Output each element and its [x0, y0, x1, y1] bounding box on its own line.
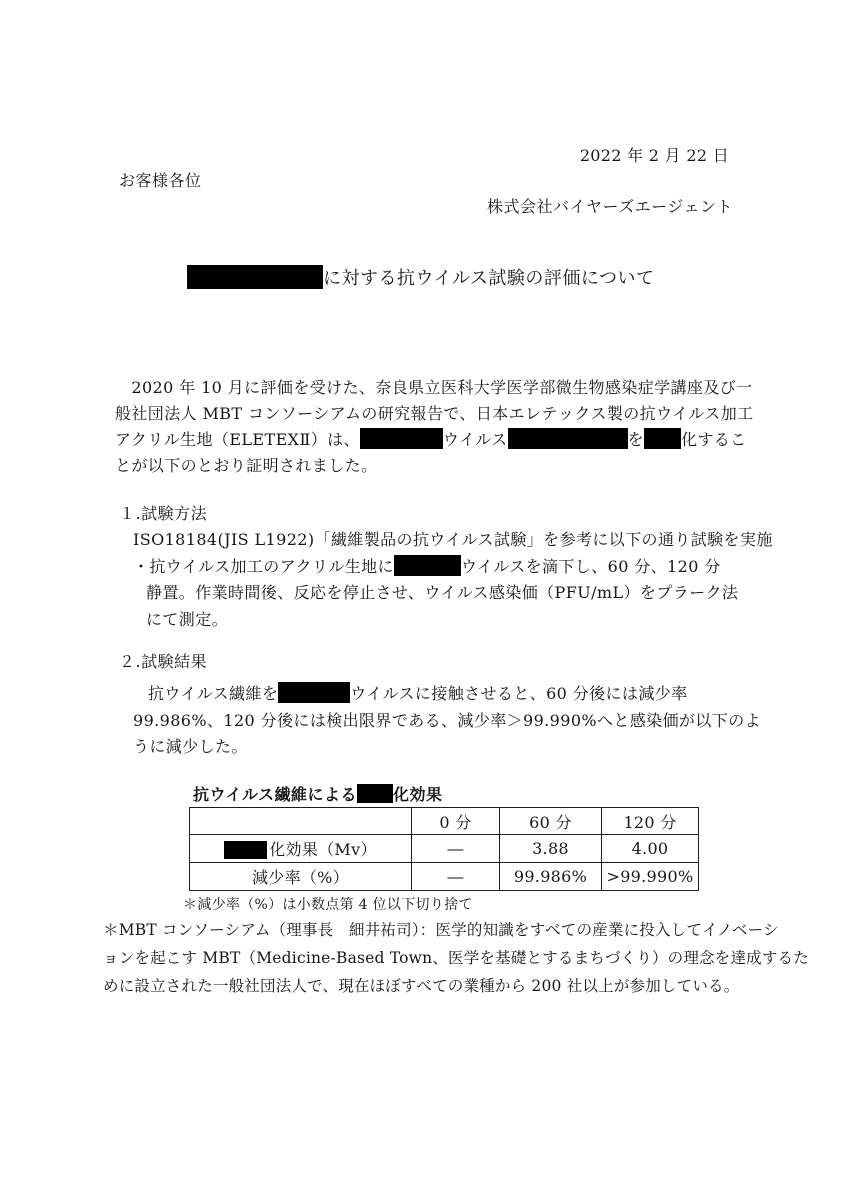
redaction-box — [187, 265, 323, 289]
intro-text: ウイルス — [442, 430, 508, 449]
table-row — [190, 863, 699, 891]
table-cell: 99.986% — [500, 863, 602, 891]
table-cell: 3.88 — [500, 835, 602, 863]
redaction-box — [394, 555, 461, 576]
document-title — [187, 264, 655, 290]
section1-text: ・抗ウイルス加工のアクリル生地に — [133, 556, 394, 576]
company-name: 株式会社バイヤーズエージェント — [487, 197, 734, 216]
table-row-label: 減少率（%） — [190, 863, 412, 891]
table-cell: >99.990% — [602, 863, 699, 891]
section2-text: ウイルスに接触させると、60 分後には減少率 — [350, 684, 688, 703]
intro-line — [115, 427, 754, 453]
section1-text: ウイルスを滴下し、60 分、120 分 — [460, 556, 721, 576]
table-row-label — [190, 835, 412, 863]
table-row — [190, 835, 699, 863]
section1-line — [133, 554, 773, 581]
redaction-box — [278, 682, 350, 703]
table-header-cell: 120 分 — [602, 808, 699, 835]
intro-text: アクリル生地（ELETEXⅡ）は、 — [115, 430, 360, 449]
table-cell: ― — [412, 835, 500, 863]
intro-text: を — [627, 430, 644, 449]
section1-line: 静置。作業時間後、反応を停止させ、ウイルス感染価（PFU/mL）をプラーク法 — [146, 583, 739, 602]
section1-heading: １.試験方法 — [119, 504, 208, 523]
mbt-footnote — [103, 916, 809, 1000]
addressee: お客様各位 — [119, 171, 202, 190]
table-header-cell — [190, 808, 412, 835]
section2-text: 抗ウイルス繊維を — [148, 684, 279, 703]
intro-line: とが以下のとおり証明されました。 — [115, 456, 378, 475]
table-header-row — [190, 808, 699, 835]
mbt-footnote-line: ＊MBT コンソーシアム（理事長 細井祐司）：医学的知識をすべての産業に投入してイノベーシ — [103, 921, 779, 939]
section1-line: ISO18184(JIS L1922)「繊維製品の抗ウイルス試験」を参考に以下の通り試験を実施 — [133, 530, 773, 549]
section1-body — [133, 527, 773, 633]
table-cell: ― — [412, 863, 500, 891]
table-footnote: ＊減少率（%）は小数点第 4 位以下切り捨て — [183, 897, 473, 913]
redaction-box — [357, 784, 393, 803]
document-date: 2022 年 2 月 22 日 — [579, 146, 729, 165]
intro-text: 化するこ — [680, 430, 747, 449]
table-caption-text: 抗ウイルス繊維による — [193, 785, 358, 804]
section2-body — [133, 681, 761, 761]
redaction-box — [508, 428, 628, 449]
intro-line: 般社団法人 MBT コンソーシアムの研究報告で、日本エレテックス製の抗ウイルス加工 — [115, 404, 754, 423]
results-table — [189, 807, 699, 891]
mbt-footnote-line: めに設立された一般社団法人で、現在ほぼすべての業種から 200 社以上が参加している。 — [103, 977, 740, 995]
redaction-box — [360, 428, 443, 449]
table-header-cell: 60 分 — [500, 808, 602, 835]
table-cell: 4.00 — [602, 835, 699, 863]
table-header-cell: 0 分 — [412, 808, 500, 835]
section2-line — [148, 681, 761, 708]
section2-line: 99.986%、120 分後には検出限界である、減少率＞99.990%へと感染価が以下のよ — [133, 710, 762, 730]
redaction-box — [224, 841, 267, 859]
redaction-box — [644, 428, 681, 449]
intro-line: 2020 年 10 月に評価を受けた、奈良県立医科大学医学部微生物感染症学講座及び一 — [115, 378, 753, 397]
section2-line: うに減少した。 — [133, 737, 248, 756]
section2-heading: ２.試験結果 — [119, 652, 208, 671]
intro-paragraph — [115, 375, 754, 479]
table-row-label-text: 化効果（Mv） — [269, 840, 377, 859]
document-title-text: に対する抗ウイルス試験の評価について — [323, 268, 655, 289]
table-caption — [193, 782, 443, 805]
table-caption-text: 化効果 — [393, 785, 443, 804]
mbt-footnote-line: ョンを起こす MBT（Medicine-Based Town、医学を基礎とするまちづくり）の理念を達成するた — [103, 949, 809, 967]
section1-line: にて測定。 — [146, 609, 229, 629]
